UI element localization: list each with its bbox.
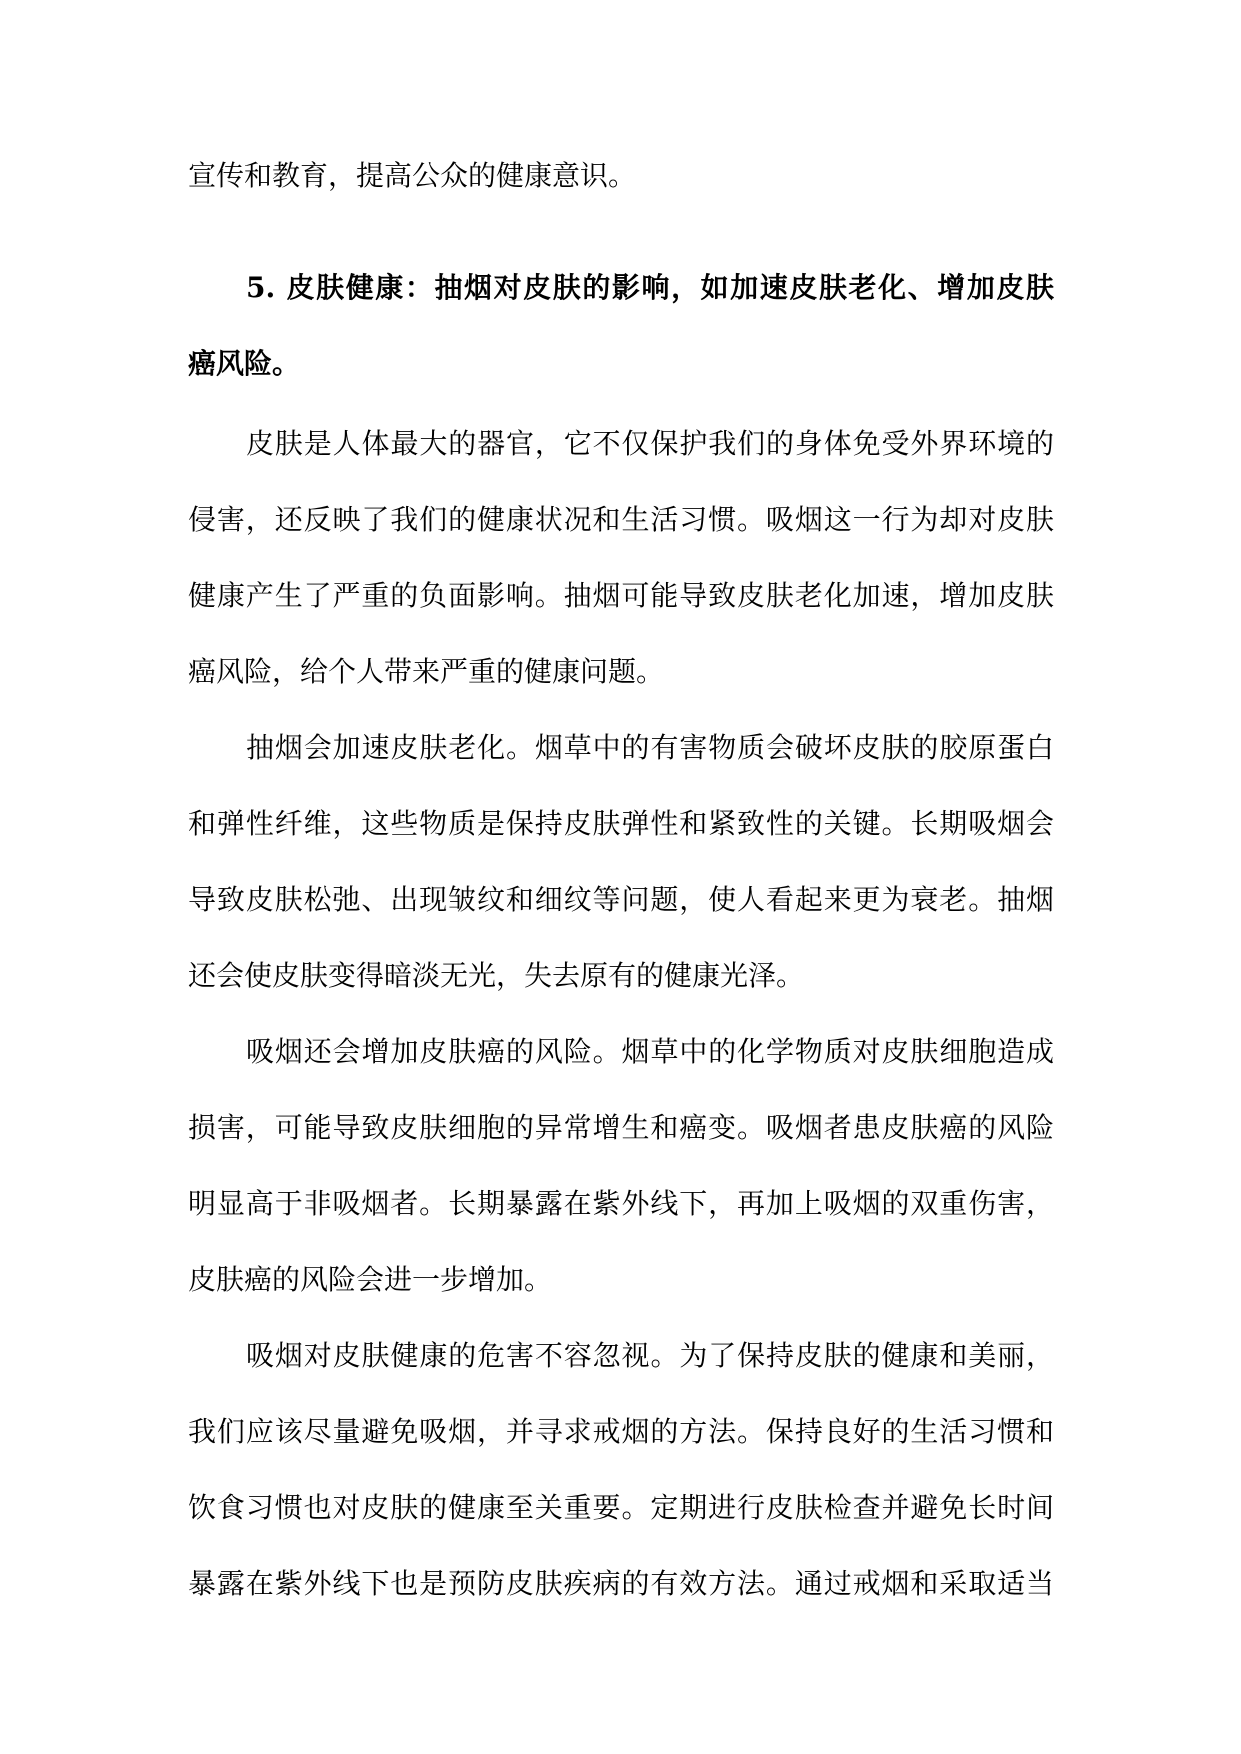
document-body — [188, 138, 1054, 1622]
paragraph-line: 和弹性纤维，这些物质是保持皮肤弹性和紧致性的关键。长期吸烟会 — [188, 807, 1054, 840]
paragraph-line: 吸烟对皮肤健康的危害不容忽视。为了保持皮肤的健康和美丽， — [246, 1339, 1054, 1372]
paragraph-line: 还会使皮肤变得暗淡无光，失去原有的健康光泽。 — [188, 959, 805, 992]
paragraph-line: 皮肤癌的风险会进一步增加。 — [188, 1263, 553, 1296]
section-heading-line-2: 癌风险。 — [188, 347, 301, 380]
paragraph-line: 皮肤是人体最大的器官，它不仅保护我们的身体免受外界环境的 — [246, 427, 1054, 460]
paragraph-4 — [188, 1318, 1054, 1622]
paragraph-line: 健康产生了严重的负面影响。抽烟可能导致皮肤老化加速，增加皮肤 — [188, 579, 1054, 612]
paragraph-line: 明显高于非吸烟者。长期暴露在紫外线下，再加上吸烟的双重伤害， — [188, 1187, 1054, 1220]
paragraph-line: 侵害，还反映了我们的健康状况和生活习惯。吸烟这一行为却对皮肤 — [188, 503, 1054, 536]
paragraph-line: 癌风险，给个人带来严重的健康问题。 — [188, 655, 665, 688]
paragraph-line: 暴露在紫外线下也是预防皮肤疾病的有效方法。通过戒烟和采取适当 — [188, 1567, 1054, 1600]
paragraph-3 — [188, 1014, 1054, 1318]
paragraph-1 — [188, 406, 1054, 710]
section-heading-line-1: 5. 皮肤健康：抽烟对皮肤的影响，如加速皮肤老化、增加皮肤 — [246, 271, 1054, 304]
paragraph-line: 抽烟会加速皮肤老化。烟草中的有害物质会破坏皮肤的胶原蛋白 — [246, 731, 1054, 764]
paragraph-line: 我们应该尽量避免吸烟，并寻求戒烟的方法。保持良好的生活习惯和 — [188, 1415, 1054, 1448]
paragraph-line: 吸烟还会增加皮肤癌的风险。烟草中的化学物质对皮肤细胞造成 — [246, 1035, 1054, 1068]
paragraph-line: 导致皮肤松弛、出现皱纹和细纹等问题，使人看起来更为衰老。抽烟 — [188, 883, 1054, 916]
continuation-line: 宣传和教育，提高公众的健康意识。 — [188, 159, 637, 192]
paragraph-2 — [188, 710, 1054, 1014]
paragraph-line: 饮食习惯也对皮肤的健康至关重要。定期进行皮肤检查并避免长时间 — [188, 1491, 1054, 1524]
paragraph-line: 损害，可能导致皮肤细胞的异常增生和癌变。吸烟者患皮肤癌的风险 — [188, 1111, 1054, 1144]
